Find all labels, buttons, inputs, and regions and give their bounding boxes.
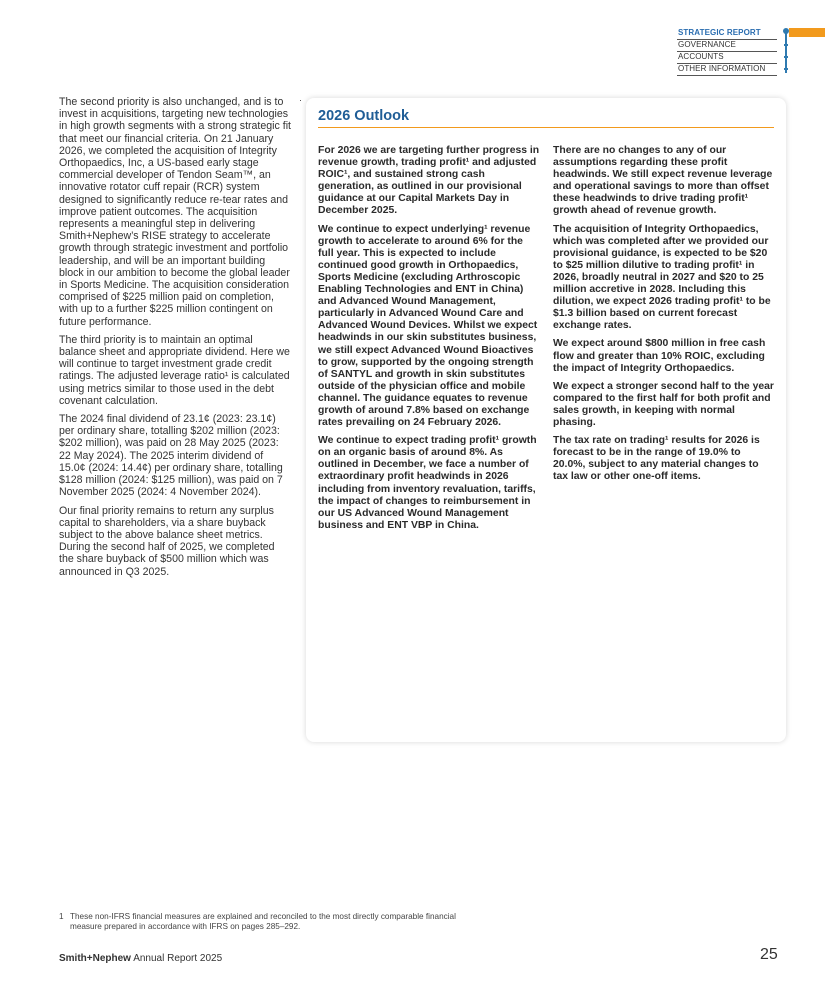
nav-tick	[784, 44, 788, 46]
outlook-column-2	[553, 145, 775, 489]
footnote	[59, 912, 479, 932]
section-nav	[677, 28, 777, 76]
nav-active-tab	[789, 28, 825, 37]
outlook-column-1	[318, 145, 540, 538]
nav-tick	[784, 68, 788, 70]
paragraph: The tax rate on trading¹ results for 2026 is forecast to be in the range of 19.0% to 20.0%, subject to any material changes to tax law or other one-off items.	[553, 435, 760, 483]
decorative-dot	[300, 100, 301, 101]
paragraph: There are no changes to any of our assumptions regarding these profit headwinds. We still expect revenue leverage and operational savings to more than offset these headwinds to drive trading profit¹ growth ahead of revenue growth.	[553, 145, 773, 217]
footnote-number: 1	[59, 912, 64, 921]
paragraph: The 2024 final dividend of 23.1¢ (2023: 23.1¢) per ordinary share, totalling $202 million (2023: $202 million), was paid on 28 May 2025 (2023: 22 May 2024). The 2025 interim dividend of 15.0¢ (2024: 14.4¢) per ordinary share, totalling $128 million (2024: $125 million), was paid on 7 November 2025 (2024: 4 November 2024).	[59, 413, 283, 499]
nav-accounts[interactable]: ACCOUNTS	[677, 52, 777, 64]
paragraph: We continue to expect underlying¹ revenue growth to accelerate to around 6% for the full year. This is expected to include continued good growth in Orthopaedics, Sports Medicine (excluding Arthroscopic Enabling Technologies and ENT in China) and Advanced Wound Management, particularly in Advanced Wound Care and Advanced Wound Devices. Whilst we expect headwinds in our skin substitutes business, we still expect Advanced Wound Bioactives to grow, supported by the ongoing strength of SANTYL and growth in skin substitutes outside of the physician office and mobile channel. The guidance equates to revenue growth of around 7.8% based on exchange rates prevailing on 24 February 2026.	[318, 223, 538, 429]
footer-brand: Smith+Nephew	[59, 953, 131, 964]
paragraph: Our final priority remains to return any surplus capital to shareholders, via a share buyback subject to the above balance sheet metrics. During the second half of 2025, we completed the share buyback of $500 million which was announced in Q3 2025.	[59, 504, 275, 578]
outlook-card	[306, 98, 786, 742]
nav-strategic-report[interactable]: STRATEGIC REPORT	[677, 28, 777, 40]
nav-other-information[interactable]: OTHER INFORMATION	[677, 64, 777, 76]
outlook-title: 2026 Outlook	[318, 108, 774, 128]
nav-rail	[785, 33, 787, 73]
footer-report-title: Annual Report 2025	[133, 953, 223, 964]
page-number: 25	[760, 946, 778, 963]
paragraph: The second priority is also unchanged, and is to invest in acquisitions, targeting new technologies in high growth segments with a strong strategic fit that meet our financial criteria. On 21 January 2026, we completed the acquisition of Integrity Orthopaedics, Inc, a US-based early stage commercial developer of Tendon Seam™, an innovative rotator cuff repair (RCR) system designed to significantly reduce re-tear rates and improve patient outcomes. The acquisition represents a meaningful step in delivering Smith+Nephew’s RISE strategy to accelerate growth through strategic investment and portfolio leadership, and will be an important building block in our ambition to become the global leader in Sports Medicine. The acquisition consideration comprised of $225 million paid on completion, with up to a further $225 million contingent on future performance.	[59, 96, 291, 328]
paragraph: The third priority is to maintain an optimal balance sheet and appropriate dividend. Here we will continue to target investment grade credit ratings. The adjusted leverage ratio¹ is calculated using metrics similar to those used in the debt covenant calculation.	[59, 333, 290, 407]
paragraph: We expect a stronger second half to the year compared to the first half for both profit and sales growth, in keeping with normal phasing.	[553, 380, 774, 428]
nav-tick	[784, 56, 788, 58]
footer-brand-line	[59, 953, 222, 964]
paragraph: The acquisition of Integrity Orthopaedics, which was completed after we provided our provisional guidance, is expected to be $20 to $25 million dilutive to trading profit¹ in 2026, broadly neutral in 2027 and $20 to 25 million accretive in 2028. Including this dilution, we expect 2026 trading profit¹ to be $1.3 billion based on current forecast exchange rates.	[553, 223, 771, 332]
footnote-text: These non-IFRS financial measures are explained and reconciled to the most directly comparable financial measure prepared in accordance with IFRS on pages 285–292.	[70, 912, 456, 931]
nav-governance[interactable]: GOVERNANCE	[677, 40, 777, 52]
paragraph: We continue to expect trading profit¹ growth on an organic basis of around 8%. As outlined in December, we face a number of extraordinary profit headwinds in 2026 including from inventory revaluation, tariffs, the impact of changes to reimbursement in our US Advanced Wound Management business and ENT VBP in China.	[318, 435, 537, 531]
paragraph: For 2026 we are targeting further progress in revenue growth, trading profit¹ and adjusted ROIC¹, and sustained strong cash generation, as outlined in our provisional guidance at our Capital Markets Day in December 2025.	[318, 145, 540, 217]
paragraph: We expect around $800 million in free cash flow and greater than 10% ROIC, excluding the impact of Integrity Orthopaedics.	[553, 338, 766, 374]
left-body-column	[59, 96, 291, 584]
